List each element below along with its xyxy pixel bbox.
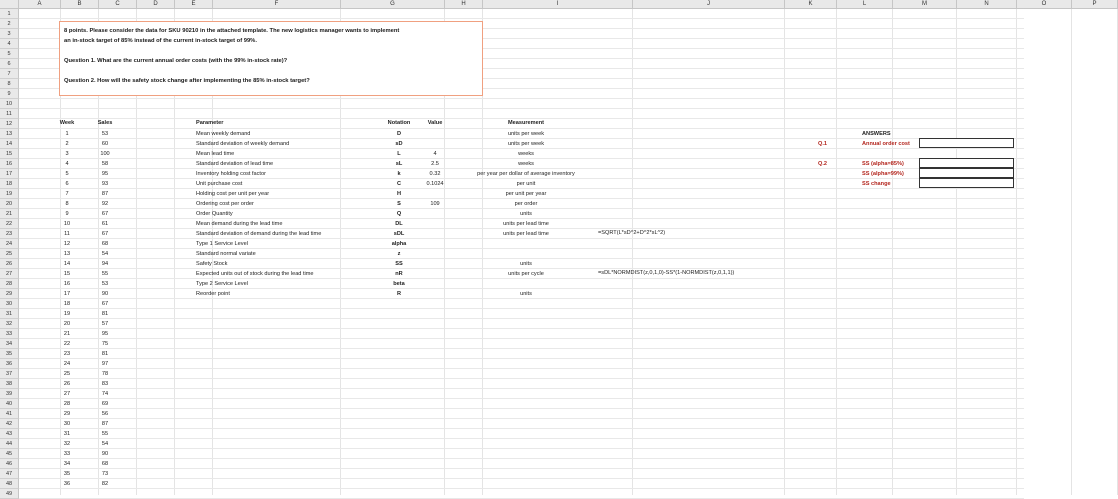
row-header[interactable]: 25 [0,249,19,259]
sales-cell[interactable]: 53 [101,131,109,137]
row-header[interactable]: 12 [0,119,19,129]
row-header[interactable]: 37 [0,369,19,379]
parameter-measurement[interactable]: units [520,211,532,217]
row-header[interactable]: 42 [0,419,19,429]
week-cell[interactable]: 2 [65,141,69,147]
row-header[interactable]: 33 [0,329,19,339]
row-header[interactable]: 27 [0,269,19,279]
week-cell[interactable]: 30 [63,421,71,427]
sales-cell[interactable]: 58 [101,161,109,167]
row-header[interactable]: 11 [0,109,19,119]
row-header[interactable]: 3 [0,29,19,39]
answer-q1-box[interactable] [919,138,1014,148]
parameter-notation[interactable]: DL [395,221,403,227]
parameter-name[interactable]: Expected units out of stock during the lead time [196,271,314,277]
sales-cell[interactable]: 95 [101,331,109,337]
week-cell[interactable]: 24 [63,361,71,367]
row-header[interactable]: 23 [0,229,19,239]
row-header[interactable]: 16 [0,159,19,169]
week-cell[interactable]: 6 [65,181,69,187]
column-header[interactable]: I [483,0,633,9]
column-header[interactable]: P [1072,0,1118,9]
row-header[interactable]: 5 [0,49,19,59]
row-header[interactable]: 30 [0,299,19,309]
parameter-notation[interactable]: sDL [393,231,405,237]
parameter-measurement[interactable]: units per week [507,141,545,147]
row-header[interactable]: 35 [0,349,19,359]
parameter-notation[interactable]: alpha [391,241,407,247]
sales-cell[interactable]: 55 [101,271,109,277]
week-cell[interactable]: 20 [63,321,71,327]
parameter-notation[interactable]: S [397,201,401,207]
sales-cell[interactable]: 56 [101,411,109,417]
week-cell[interactable]: 16 [63,281,71,287]
week-cell[interactable]: 35 [63,471,71,477]
row-header[interactable]: 18 [0,179,19,189]
row-header[interactable]: 13 [0,129,19,139]
column-header[interactable]: E [175,0,213,9]
column-header[interactable]: L [837,0,893,9]
sales-cell[interactable]: 90 [101,291,109,297]
week-cell[interactable]: 8 [65,201,69,207]
sales-cell[interactable]: 57 [101,321,109,327]
parameter-name[interactable]: Safety Stock [196,261,228,267]
parameter-name[interactable]: Order Quantity [196,211,233,217]
row-header[interactable]: 24 [0,239,19,249]
answer-ss-99-box[interactable] [919,168,1014,178]
row-header[interactable]: 14 [0,139,19,149]
question-line-2: an in-stock target of 85% instead of the current in-stock target of 99%. [64,38,257,44]
sales-cell[interactable]: 69 [101,401,109,407]
parameter-name[interactable]: Reorder point [196,291,230,297]
answer-ss-change-box[interactable] [919,178,1014,188]
parameter-notation[interactable]: R [396,291,402,297]
sales-cell[interactable]: 82 [101,481,109,487]
column-header[interactable]: M [893,0,957,9]
sales-header[interactable]: Sales [97,120,113,126]
column-header[interactable]: D [137,0,175,9]
row-header[interactable]: 10 [0,99,19,109]
parameter-measurement[interactable]: per unit per year [505,191,547,197]
sales-cell[interactable]: 78 [101,371,109,377]
week-cell[interactable]: 1 [65,131,69,137]
week-cell[interactable]: 14 [63,261,71,267]
week-cell[interactable]: 12 [63,241,71,247]
corner-cell[interactable] [0,0,19,9]
parameter-name[interactable]: Type 1 Service Level [196,241,248,247]
answer-ss-85-box[interactable] [919,158,1014,168]
parameter-name[interactable]: Mean lead time [196,151,235,157]
week-cell[interactable]: 23 [63,351,71,357]
parameter-name[interactable]: Holding cost per unit per year [196,191,270,197]
week-cell[interactable]: 21 [63,331,71,337]
column-header[interactable]: B [61,0,99,9]
sales-cell[interactable]: 81 [101,311,109,317]
sales-cell[interactable]: 67 [101,211,109,217]
parameter-measurement[interactable]: units per cycle [508,271,544,277]
column-header[interactable]: G [341,0,445,9]
week-cell[interactable]: 18 [63,301,71,307]
parameter-measurement[interactable]: weeks [518,161,534,167]
sales-cell[interactable]: 90 [101,451,109,457]
column-header[interactable]: A [19,0,61,9]
row-header[interactable]: 28 [0,279,19,289]
week-cell[interactable]: 29 [63,411,71,417]
week-cell[interactable]: 34 [63,461,71,467]
row-header[interactable]: 17 [0,169,19,179]
row-header[interactable]: 1 [0,9,19,19]
row-header[interactable]: 34 [0,339,19,349]
row-header[interactable]: 45 [0,449,19,459]
parameter-notation[interactable]: z [397,251,401,257]
row-header[interactable]: 8 [0,79,19,89]
parameter-notation[interactable]: L [397,151,401,157]
row-header[interactable]: 32 [0,319,19,329]
parameter-notation[interactable]: k [397,171,401,177]
parameter-value[interactable]: 0.32 [429,171,441,177]
parameter-notation[interactable]: D [396,131,402,137]
row-header[interactable]: 2 [0,19,19,29]
week-cell[interactable]: 22 [63,341,71,347]
parameter-value[interactable]: 109 [430,201,440,207]
parameter-measurement[interactable]: units per lead time [503,221,549,227]
row-header[interactable]: 26 [0,259,19,269]
row-header[interactable]: 20 [0,199,19,209]
parameter-header[interactable]: Parameter [196,120,224,126]
answers-title[interactable]: ANSWERS [862,131,891,137]
sales-cell[interactable]: 61 [101,221,109,227]
row-header[interactable]: 29 [0,289,19,299]
week-cell[interactable]: 32 [63,441,71,447]
parameter-name[interactable]: Mean demand during the lead time [196,221,283,227]
row-header[interactable]: 48 [0,479,19,489]
parameter-name[interactable]: Standard deviation of weekly demand [196,141,290,147]
parameter-measurement[interactable]: weeks [518,151,534,157]
parameter-notation[interactable]: beta [393,281,405,287]
parameter-measurement[interactable]: per order [514,201,538,207]
question-textbox[interactable] [59,21,483,96]
sales-cell[interactable]: 94 [101,261,109,267]
answer-ss-99[interactable]: SS (alpha=99%) [862,171,904,177]
question-1: Question 1. What are the current annual order costs (with the 99% in-stock rate)? [64,58,288,64]
parameter-name[interactable]: Ordering cost per order [196,201,254,207]
column-header[interactable]: O [1017,0,1072,9]
week-cell[interactable]: 3 [65,151,69,157]
row-header[interactable]: 9 [0,89,19,99]
row-header[interactable]: 40 [0,399,19,409]
column-header[interactable]: N [957,0,1017,9]
week-cell[interactable]: 7 [65,191,69,197]
parameter-measurement[interactable]: units [520,291,532,297]
parameter-value[interactable]: 4 [433,151,437,157]
parameter-measurement[interactable]: units per lead time [503,231,549,237]
row-header[interactable]: 4 [0,39,19,49]
sales-cell[interactable]: 73 [101,471,109,477]
sales-cell[interactable]: 67 [101,301,109,307]
row-header[interactable]: 46 [0,459,19,469]
parameter-notation[interactable]: C [396,181,402,187]
answer-q1-text[interactable]: Annual order cost [862,141,910,147]
row-header[interactable]: 15 [0,149,19,159]
sales-cell[interactable]: 100 [100,151,110,157]
column-header[interactable]: F [213,0,341,9]
row-header[interactable]: 6 [0,59,19,69]
week-cell[interactable]: 4 [65,161,69,167]
row-header[interactable]: 38 [0,379,19,389]
week-header[interactable]: Week [59,120,75,126]
row-header[interactable]: 41 [0,409,19,419]
parameter-name[interactable]: Standard deviation of demand during the lead time [196,231,322,237]
question-line-1: 8 points. Please consider the data for SKU 90210 in the attached template. The new logistics manager wants to implement [64,28,400,34]
week-cell[interactable]: 25 [63,371,71,377]
parameter-notation[interactable]: SS [395,261,403,267]
formula-sdl[interactable]: =SQRT(L*sD^2+D^2*sL^2) [598,230,666,236]
formula-nr[interactable]: =sDL*NORMDIST(z,0,1,0)-SS*(1-NORMDIST(z,0,1,1)) [598,270,735,276]
row-header[interactable]: 22 [0,219,19,229]
parameter-measurement[interactable]: per year per dollar of average inventory [477,171,575,177]
row-header[interactable]: 44 [0,439,19,449]
sales-cell[interactable]: 87 [101,421,109,427]
sales-cell[interactable]: 54 [101,251,109,257]
parameter-value[interactable]: 2.5 [431,161,439,167]
week-cell[interactable]: 9 [65,211,69,217]
parameter-notation[interactable]: nR [395,271,403,277]
week-cell[interactable]: 13 [63,251,71,257]
row-header[interactable]: 21 [0,209,19,219]
sales-cell[interactable]: 81 [101,351,109,357]
parameter-notation[interactable]: sL [395,161,403,167]
week-cell[interactable]: 10 [63,221,71,227]
answer-q1-label[interactable]: Q.1 [818,141,828,147]
row-header[interactable]: 31 [0,309,19,319]
parameter-notation[interactable]: sD [395,141,403,147]
measurement-header[interactable]: Measurement [507,120,545,126]
week-cell[interactable]: 17 [63,291,71,297]
parameter-measurement[interactable]: per unit [516,181,536,187]
row-header[interactable]: 47 [0,469,19,479]
sales-cell[interactable]: 68 [101,241,109,247]
week-cell[interactable]: 15 [63,271,71,277]
week-cell[interactable]: 36 [63,481,71,487]
sales-cell[interactable]: 92 [101,201,109,207]
row-header[interactable]: 49 [0,489,19,499]
sales-cell[interactable]: 60 [101,141,109,147]
row-header[interactable]: 7 [0,69,19,79]
parameter-name[interactable]: Unit purchase cost [196,181,243,187]
answer-q2-label[interactable]: Q.2 [818,161,828,167]
column-header[interactable]: K [785,0,837,9]
parameter-value[interactable]: 0.1024 [426,181,444,187]
week-cell[interactable]: 19 [63,311,71,317]
row-header[interactable]: 36 [0,359,19,369]
parameter-name[interactable]: Inventory holding cost factor [196,171,266,177]
answer-ss-85[interactable]: SS (alpha=85%) [862,161,904,167]
sales-cell[interactable]: 68 [101,461,109,467]
parameter-name[interactable]: Standard normal variate [196,251,256,257]
notation-header[interactable]: Notation [387,120,411,126]
column-header[interactable]: C [99,0,137,9]
value-header[interactable]: Value [427,120,443,126]
sales-cell[interactable]: 83 [101,381,109,387]
question-2: Question 2. How will the safety stock change after implementing the 85% in-stock target? [64,78,310,84]
sales-cell[interactable]: 97 [101,361,109,367]
column-header[interactable]: J [633,0,785,9]
sales-cell[interactable]: 53 [101,281,109,287]
week-cell[interactable]: 31 [63,431,71,437]
parameter-name[interactable]: Type 2 Service Level [196,281,248,287]
parameter-notation[interactable]: H [396,191,402,197]
parameter-name[interactable]: Standard deviation of lead time [196,161,274,167]
sales-cell[interactable]: 75 [101,341,109,347]
row-header[interactable]: 39 [0,389,19,399]
parameter-name[interactable]: Mean weekly demand [196,131,251,137]
row-header[interactable]: 19 [0,189,19,199]
week-cell[interactable]: 5 [65,171,69,177]
parameter-measurement[interactable]: units per week [507,131,545,137]
week-cell[interactable]: 26 [63,381,71,387]
sales-cell[interactable]: 93 [101,181,109,187]
sales-cell[interactable]: 87 [101,191,109,197]
sales-cell[interactable]: 74 [101,391,109,397]
parameter-measurement[interactable]: units [520,261,532,267]
row-header[interactable]: 43 [0,429,19,439]
answer-ss-change[interactable]: SS change [862,181,891,187]
week-cell[interactable]: 11 [64,231,70,237]
parameter-notation[interactable]: Q [396,211,402,217]
sales-cell[interactable]: 55 [101,431,109,437]
week-cell[interactable]: 27 [63,391,71,397]
column-header[interactable]: H [445,0,483,9]
week-cell[interactable]: 28 [63,401,71,407]
sales-cell[interactable]: 95 [101,171,109,177]
sales-cell[interactable]: 54 [101,441,109,447]
sales-cell[interactable]: 67 [101,231,109,237]
week-cell[interactable]: 33 [63,451,71,457]
